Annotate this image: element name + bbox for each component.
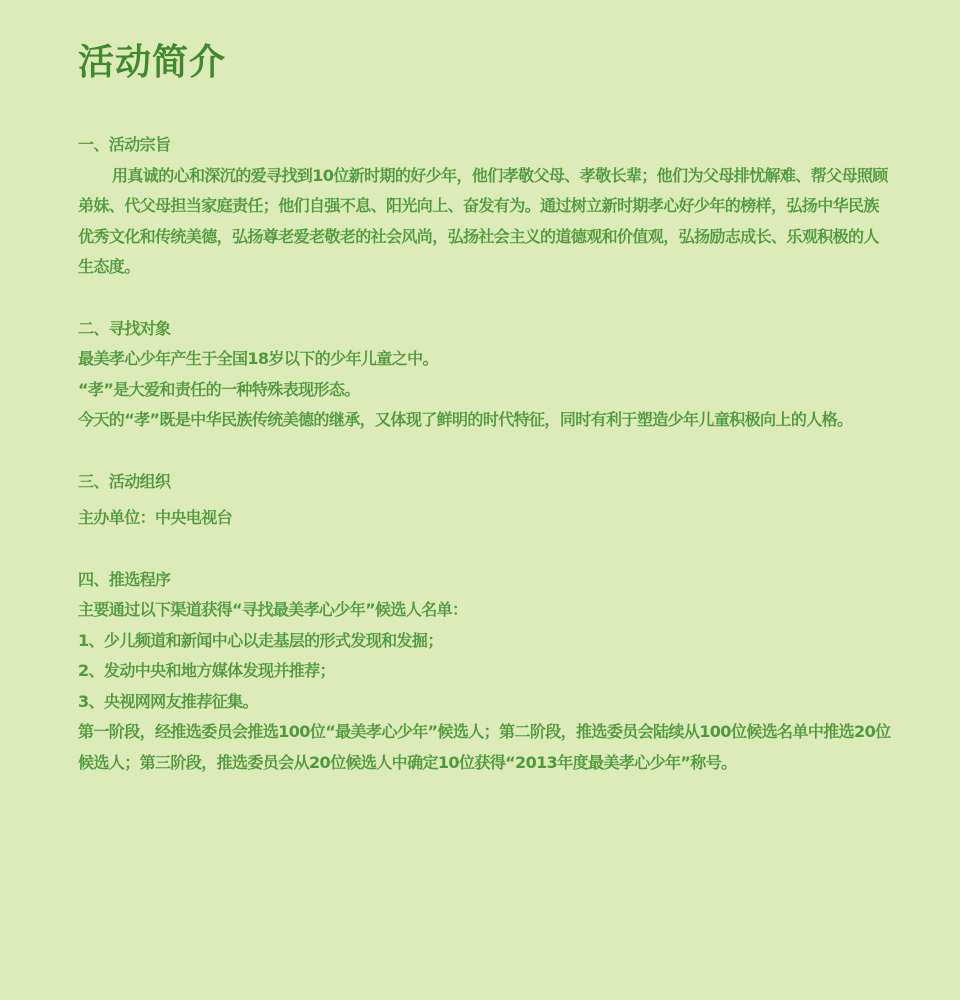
paragraph: 最美孝心少年产生于全国18岁以下的少年儿童之中。 [78, 349, 438, 368]
paragraph: 今天的“孝”既是中华民族传统美德的继承，又体现了鲜明的时代特征，同时有利于塑造少年儿童积极向上的人格。 [78, 410, 853, 429]
paragraph: “孝”是大爱和责任的一种特殊表现形态。 [78, 379, 360, 399]
paragraph: 第一阶段，经推选委员会推选100位“最美孝心少年”候选人；第二阶段，推选委员会陆续从100位候选名单中推选20位候选人；第三阶段，推选委员会从20位候选人中确定10位获得“2013年度最美孝心少年”称号。 [78, 722, 891, 772]
section-heading: 二、寻找对象 [78, 318, 171, 338]
section-procedure [78, 565, 893, 779]
list-item: 2、发动中央和地方媒体发现并推荐； [78, 661, 335, 680]
section-target [78, 314, 893, 436]
section-heading: 三、活动组织 [78, 471, 171, 491]
list-item: 1、少儿频道和新闻中心以走基层的形式发现和发掘； [78, 630, 443, 650]
content [78, 130, 893, 778]
section-organization [78, 467, 893, 534]
section-heading: 一、活动宗旨 [78, 135, 171, 154]
section-heading: 四、推选程序 [78, 569, 171, 589]
list-item: 3、央视网网友推荐征集。 [78, 691, 258, 711]
section-purpose [78, 130, 893, 283]
paragraph: 主办单位：中央电视台 [78, 508, 233, 527]
paragraph: 主要通过以下渠道获得“寻找最美孝心少年”候选人名单： [78, 600, 468, 619]
page-title: 活动简介 [78, 42, 227, 83]
paragraph: 用真诚的心和深沉的爱寻找到10位新时期的好少年，他们孝敬父母、孝敬长辈；他们为父母排忧解难、帮父母照顾弟妹、代父母担当家庭责任；他们自强不息、阳光向上、奋发有为。通过树立新时期孝心好少年的榜样，弘扬中华民族优秀文化和传统美德，弘扬尊老爱老敬老的社会风尚，弘扬社会主义的道德观和价值观，弘扬励志成长、乐观积极的人生态度。 [78, 165, 888, 276]
